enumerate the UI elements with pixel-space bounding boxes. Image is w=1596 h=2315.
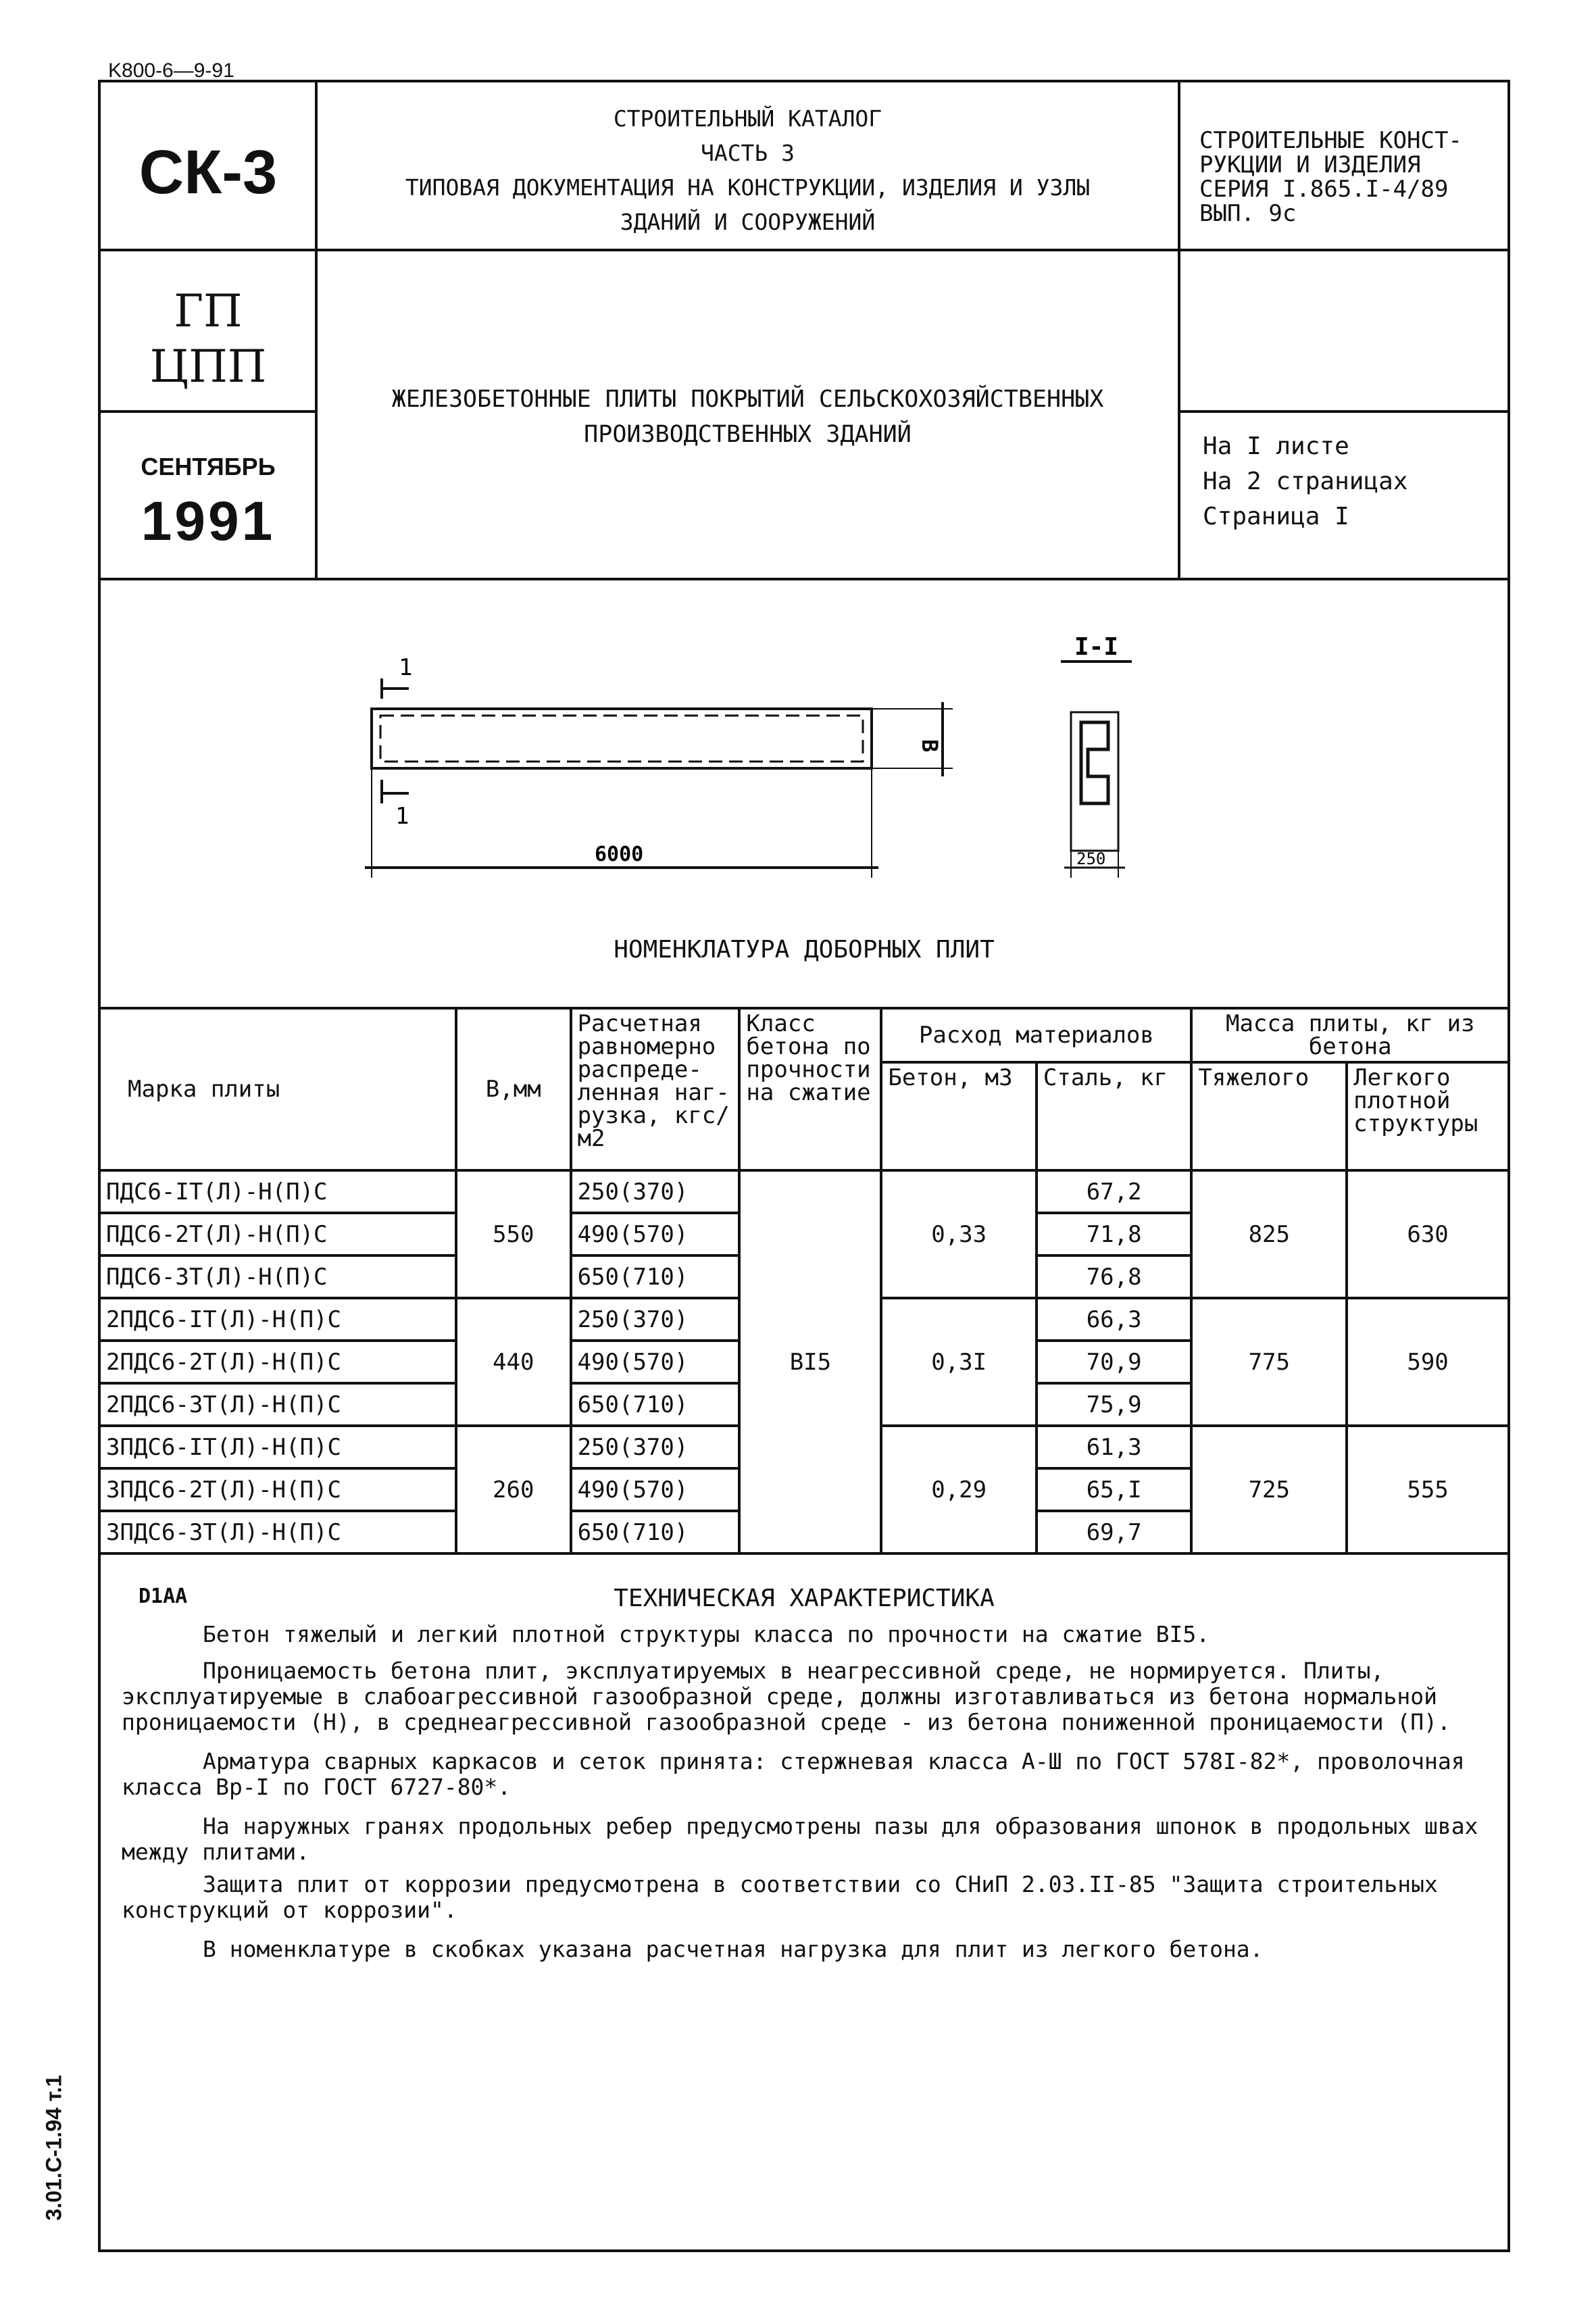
organization: ГП ЦПП [149, 285, 267, 393]
row-b: 440 [456, 1298, 571, 1426]
row-mark: ПДС6-2Т(Л)-Н(П)С [99, 1213, 456, 1255]
slab-plan-inner [380, 716, 863, 762]
row-heavy: 775 [1191, 1298, 1347, 1426]
row-load: 250(370) [571, 1170, 740, 1213]
header-steel: Сталь, кг [1037, 1062, 1192, 1170]
section-label: I-I [1074, 633, 1119, 661]
row-steel: 61,3 [1037, 1426, 1192, 1468]
slab-section-outline [1071, 712, 1118, 851]
row-concrete: 0,3I [881, 1298, 1037, 1426]
row-steel: 71,8 [1037, 1213, 1192, 1255]
table-row [99, 1170, 1509, 1213]
row-steel: 67,2 [1037, 1170, 1192, 1213]
header-b: B,мм [456, 1008, 571, 1170]
tech-paragraph: Арматура сварных каркасов и сеток принята: стержневая класса А-Ш по ГОСТ 578I-82*, проволочная класса Вр-I по ГОСТ 6727-80*. [122, 1748, 1465, 1800]
row-load: 490(570) [571, 1468, 740, 1511]
row-steel: 76,8 [1037, 1255, 1192, 1298]
row-concrete: 0,33 [881, 1170, 1037, 1298]
row-mark: 3ПДС6-3Т(Л)-Н(П)С [99, 1511, 456, 1553]
tech-paragraph: В номенклатуре в скобках указана расчетная нагрузка для плит из легкого бетона. [203, 1936, 1264, 1962]
tech-code: D1AA [139, 1585, 188, 1608]
catalog-title: СТРОИТЕЛЬНЫЙ КАТАЛОГ ЧАСТЬ 3 ТИПОВАЯ ДОКУМЕНТАЦИЯ НА КОНСТРУКЦИИ, ИЗДЕЛИЯ И УЗЛЫ ЗДАНИЙ И СООРУЖЕНИЙ [405, 105, 1091, 235]
row-mark: 2ПДС6-3Т(Л)-Н(П)С [99, 1383, 456, 1426]
series-info: СТРОИТЕЛЬНЫЕ КОНСТ- РУКЦИИ И ИЗДЕЛИЯ СЕРИЯ I.865.I-4/89 ВЫП. 9с [1199, 127, 1462, 227]
row-load: 250(370) [571, 1298, 740, 1341]
header-concrete: Бетон, м3 [881, 1062, 1037, 1170]
header-concrete-class: Класс бетона по прочности на сжатие [739, 1008, 881, 1170]
row-heavy: 825 [1191, 1170, 1347, 1298]
tech-text [122, 1622, 1487, 1962]
tech-paragraph: На наружных гранях продольных ребер предусмотрены пазы для образования шпонок в продольных швах между плитами. [122, 1813, 1478, 1865]
section-mark-top: 1 [399, 654, 413, 681]
rib-dimension: 250 [1076, 849, 1106, 868]
tech-paragraph: Проницаемость бетона плит, эксплуатируемых в неагрессивной среде, не нормируется. Плиты, эксплуатируемые в слабоагрессивной газообразной среде, должны изготавливаться из бетона нормальной проницаемости (Н), в среднеагрессивной газообразной среде - из бетона пониженной проницаемости (П). [122, 1658, 1451, 1735]
table-title: НОМЕНКЛАТУРА ДОБОРНЫХ ПЛИТ [614, 936, 995, 964]
tech-paragraph: Бетон тяжелый и легкий плотной структуры класса по прочности на сжатие BI5. [203, 1621, 1210, 1647]
section-mark-bottom: 1 [395, 803, 409, 830]
header-light: Легкого плотной структуры [1347, 1062, 1509, 1170]
row-load: 650(710) [571, 1511, 740, 1553]
row-mark: ПДС6-IТ(Л)-Н(П)С [99, 1170, 456, 1213]
tech-paragraph: Защита плит от коррозии предусмотрена в соответствии со СНиП 2.03.II-85 "Защита строительных конструкций от коррозии". [122, 1871, 1438, 1923]
row-steel: 75,9 [1037, 1383, 1192, 1426]
row-b: 550 [456, 1170, 571, 1298]
slab-plan-outline [372, 709, 872, 768]
tech-title: ТЕХНИЧЕСКАЯ ХАРАКТЕРИСТИКА [614, 1585, 995, 1612]
width-dimension: B [917, 739, 943, 753]
issue-month: СЕНТЯБРЬ [141, 453, 276, 480]
row-light: 555 [1347, 1426, 1509, 1553]
document-code: K800-6—9-91 [108, 59, 234, 82]
row-mark: 2ПДС6-IТ(Л)-Н(П)С [99, 1298, 456, 1341]
header-mark: Марка плиты [99, 1008, 456, 1170]
length-dimension: 6000 [595, 843, 644, 866]
header-load: Расчетная равномерно распреде-ленная наг-рузка, кгс/м2 [571, 1008, 740, 1170]
row-load: 490(570) [571, 1341, 740, 1383]
issue-year: 1991 [141, 491, 276, 552]
row-steel: 69,7 [1037, 1511, 1192, 1553]
row-light: 630 [1347, 1170, 1509, 1298]
row-steel: 70,9 [1037, 1341, 1192, 1383]
row-mark: 3ПДС6-IТ(Л)-Н(П)С [99, 1426, 456, 1468]
row-load: 490(570) [571, 1213, 740, 1255]
slab-drawing [98, 580, 1510, 959]
header-mass: Массa плиты, кг из бетона [1191, 1008, 1509, 1062]
row-concrete-class: BI5 [739, 1170, 881, 1553]
side-code: 3.01.C-1.94 т.1 [41, 2074, 66, 2221]
header-materials: Расход материалов [881, 1008, 1191, 1062]
catalog-code: СК-3 [139, 137, 278, 207]
row-mark: 2ПДС6-2Т(Л)-Н(П)С [99, 1341, 456, 1383]
row-light: 590 [1347, 1298, 1509, 1426]
row-steel: 66,3 [1037, 1298, 1192, 1341]
row-load: 650(710) [571, 1383, 740, 1426]
nomenclature-table [98, 1007, 1510, 1555]
document-title: ЖЕЛЕЗОБЕТОННЫЕ ПЛИТЫ ПОКРЫТИЙ СЕЛЬСКОХОЗЯЙСТВЕННЫХ ПРОИЗВОДСТВЕННЫХ ЗДАНИЙ [391, 386, 1104, 448]
row-steel: 65,I [1037, 1468, 1192, 1511]
row-mark: ПДС6-3Т(Л)-Н(П)С [99, 1255, 456, 1298]
row-concrete: 0,29 [881, 1426, 1037, 1553]
header-heavy: Тяжелого [1191, 1062, 1347, 1170]
row-b: 260 [456, 1426, 571, 1553]
sheet-info: На I листе На 2 страницах Страница I [1203, 432, 1408, 530]
row-load: 650(710) [571, 1255, 740, 1298]
row-mark: 3ПДС6-2Т(Л)-Н(П)С [99, 1468, 456, 1511]
row-load: 250(370) [571, 1426, 740, 1468]
row-heavy: 725 [1191, 1426, 1347, 1553]
